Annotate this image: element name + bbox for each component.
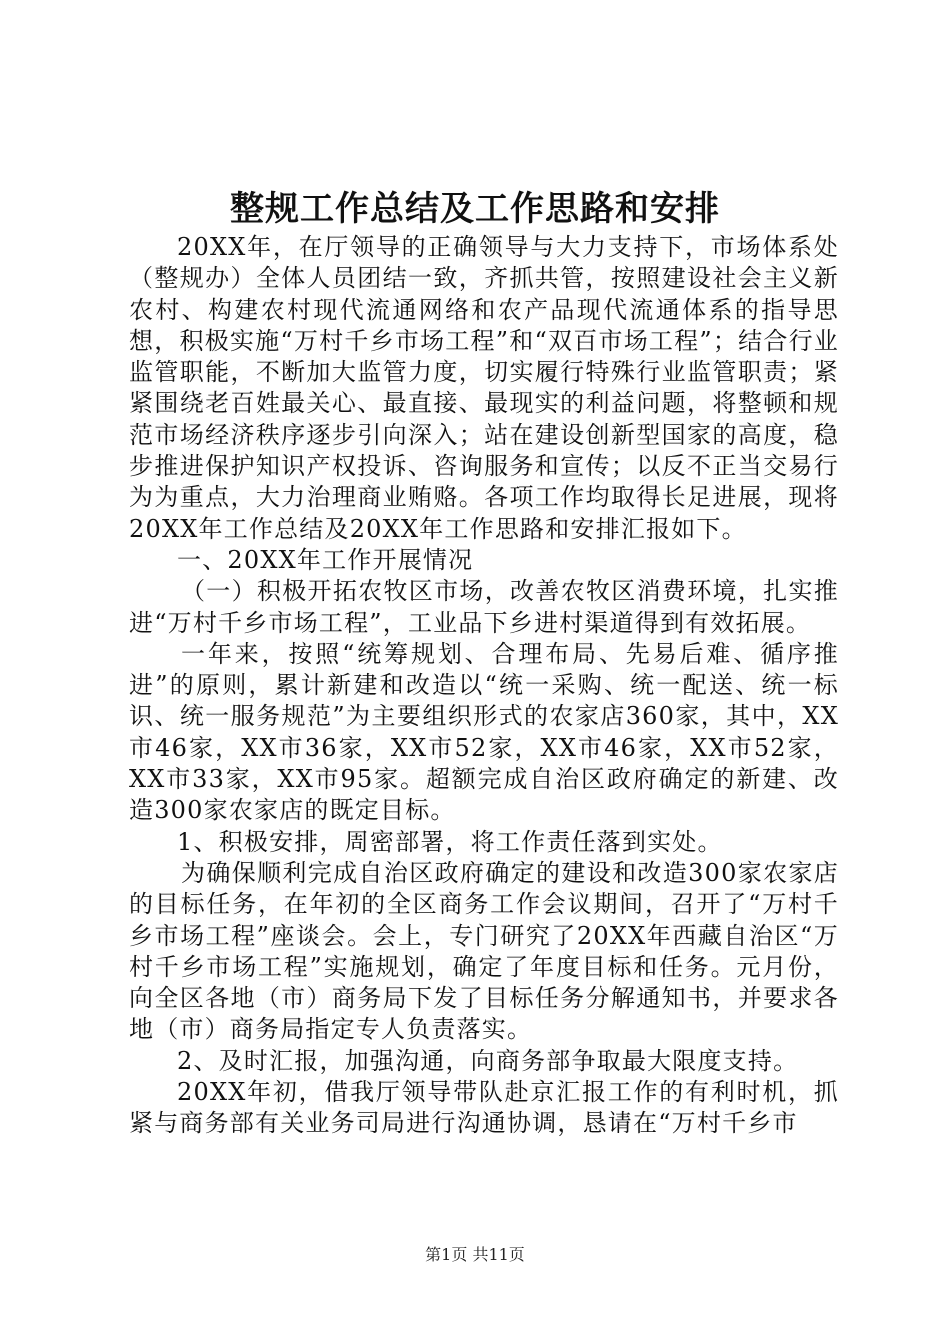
document-title: 整规工作总结及工作思路和安排 [230,189,720,229]
intro-paragraph: 20XX年，在厅领导的正确领导与大力支持下，市场体系处（整规办）全体人员团结一致，齐抓共管，按照建设社会主义新农村、构建农村现代流通网络和农产品现代流通体系的指导思想，积极实施“万村千乡市场工程”和“双百市场工程”；结合行业监管职能，不断加大监管力度，切实履行特殊行业监管职责；紧紧围绕老百姓最关心、最直接、最现实的利益问题，将整顿和规范市场经济秩序逐步引向深入；站在建设创新型国家的高度，稳步推进保护知识产权投诉、咨询服务和宣传；以反不正当交易行为为重点，大力治理商业贿赂。各项工作均取得长足进展，现将20XX年工作总结及20XX年工作思路和安排汇报如下。 [129,233,839,543]
body-paragraph: 20XX年初，借我厅领导带队赴京汇报工作的有利时机，抓紧与商务部有关业务司局进行沟通协调，恳请在“万村千乡市 [129,1078,839,1138]
body-paragraph: 为确保顺利完成自治区政府确定的建设和改造300家农家店的目标任务，在年初的全区商务工作会议期间，召开了“万村千乡市场工程”座谈会。会上，专门研究了20XX年西藏自治区“万村千乡市场工程”实施规划，确定了年度目标和任务。元月份，向全区各地（市）商务局下发了目标任务分解通知书，并要求各地（市）商务局指定专人负责落实。 [129,858,839,1044]
page-number-footer: 第1页 共11页 [425,1245,525,1264]
item-heading: 1、积极安排，周密部署，将工作责任落到实处。 [177,827,723,856]
item-heading: 2、及时汇报，加强沟通，向商务部争取最大限度支持。 [177,1046,799,1075]
body-paragraph: 一年来，按照“统筹规划、合理布局、先易后难、循序推进”的原则，累计新建和改造以“统一采购、统一配送、统一标识、统一服务规范”为主要组织形式的农家店360家，其中，XX市46家，XX市36家，XX市52家，XX市46家，XX市52家，XX市33家，XX市95家。超额完成自治区政府确定的新建、改造300家农家店的既定目标。 [129,639,839,825]
document-body [129,232,839,1140]
subsection-heading: （一）积极开拓农牧区市场，改善农牧区消费环境，扎实推进“万村千乡市场工程”，工业品下乡进村渠道得到有效拓展。 [129,577,839,637]
section-heading: 一、20XX年工作开展情况 [177,545,474,574]
